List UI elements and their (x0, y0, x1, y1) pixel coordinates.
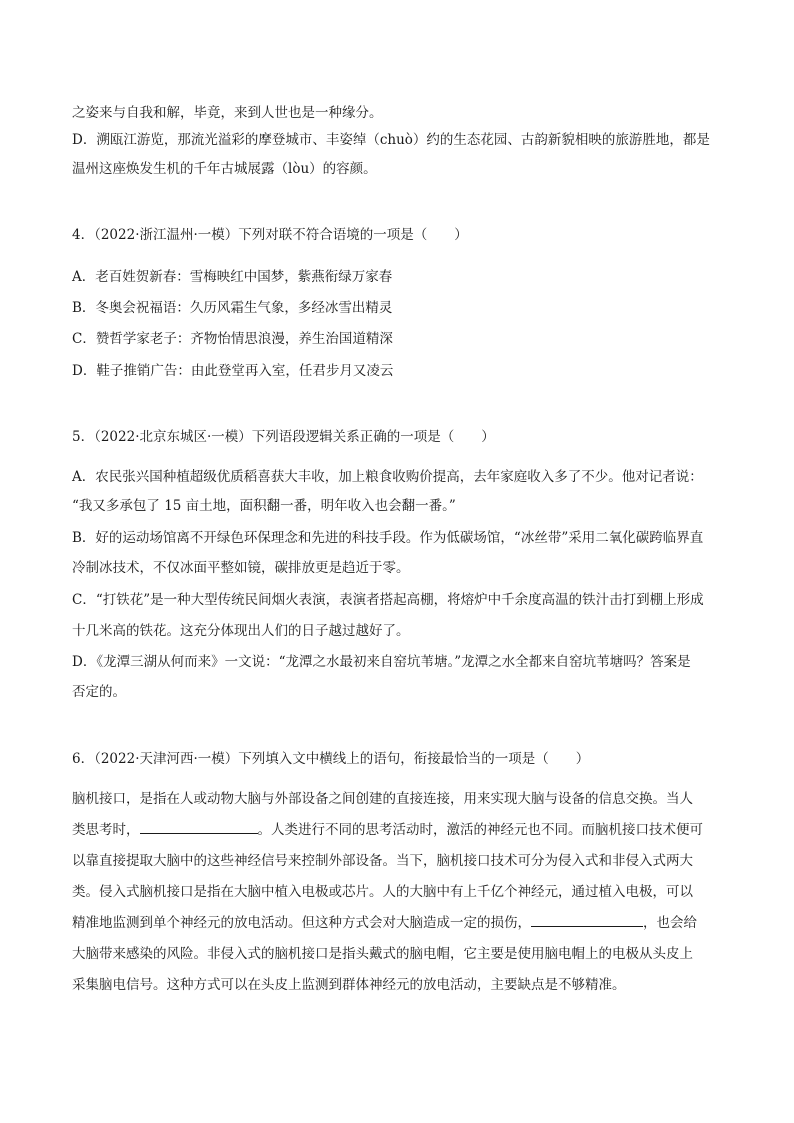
question-6-stem: 6．（2022·天津河西·一模）下列填入文中横线上的语句，衔接最恰当的一项是（ ） (72, 751, 590, 767)
question-6-passage-line3: 以靠直接提取大脑中的这些神经信号来控制外部设备。当下，脑机接口技术可分为侵入式和非侵入式两大 (72, 853, 693, 869)
question-5-option-d-line2: 否定的。 (72, 684, 126, 700)
prev-option-c-tail: 之姿来与自我和解，毕竟，来到人世也是一种缘分。 (72, 105, 383, 121)
question-6-passage-line4: 类。侵入式脑机接口是指在大脑中植入电极或芯片。人的大脑中有上千亿个神经元，通过植入电极，可以 (72, 884, 693, 900)
prev-option-d-line1: D．溯瓯江游览，那流光溢彩的摩登城市、丰姿绰（chuò）约的生态花园、古韵新貌相映的旅游胜地，都是 (72, 132, 710, 148)
question-5-option-c-line1: C．“打铁花”是一种大型传统民间烟火表演，表演者搭起高棚，将熔炉中千余度高温的铁汁击打到棚上形成 (72, 592, 704, 608)
prev-option-d-line2: 温州这座焕发生机的千年古城展露（lòu）的容颜。 (72, 161, 377, 177)
question-6-passage-line5 (72, 914, 697, 932)
question-4-option-d: D．鞋子推销广告：由此登堂再入室，任君步月又凌云 (72, 363, 394, 379)
question-4-option-c: C．赞哲学家老子：齐物怡情思浪漫，养生治国道精深 (72, 331, 393, 347)
question-4-option-a: A．老百姓贺新春：雪梅映红中国梦，紫燕衔绿万家春 (72, 269, 393, 285)
passage-text: 类思考时， (72, 822, 140, 838)
question-4-option-b: B．冬奥会祝福语：久历风霜生气象，多经冰雪出精灵 (72, 300, 393, 316)
question-6-passage-line1: 脑机接口，是指在人或动物大脑与外部设备之间创建的直接连接，用来实现大脑与设备的信息交换。当人 (72, 791, 693, 807)
question-5-option-a-line1: A．农民张兴国种植超级优质稻喜获大丰收，加上粮食收购价提高，去年家庭收入多了不少。他对记者说： (72, 469, 703, 485)
question-5-stem: 5．（2022·北京东城区·一模）下列语段逻辑关系正确的一项是（ ） (72, 429, 495, 445)
question-5-option-a-line2: “我又多承包了 15 亩土地，面积翻一番，明年收入也会翻一番。” (72, 498, 456, 514)
question-6-passage-line6: 大脑带来感染的风险。非侵入式的脑机接口是指头戴式的脑电帽，它主要是使用脑电帽上的电极从头皮上 (72, 946, 693, 962)
question-5-option-c-line2: 十几米高的铁花。这充分体现出人们的日子越过越好了。 (72, 623, 410, 639)
question-5-option-b-line2: 冷制冰技术，不仅冰面平整如镜，碳排放更是趋近于零。 (72, 560, 410, 576)
question-6-passage-line2 (72, 821, 703, 839)
question-4-stem: 4．（2022·浙江温州·一模）下列对联不符合语境的一项是（ ） (72, 227, 468, 243)
passage-text: 精准地监测到单个神经元的放电活动。但这种方式会对大脑造成一定的损伤， (72, 915, 531, 931)
answer-blank-1[interactable] (140, 821, 258, 834)
passage-text: ，也会给 (643, 915, 697, 931)
passage-text: 。人类进行不同的思考活动时，激活的神经元也不同。而脑机接口技术便可 (257, 822, 703, 838)
answer-blank-2[interactable] (531, 914, 643, 927)
question-6-passage-line7: 采集脑电信号。这种方式可以在头皮上监测到群体神经元的放电活动，主要缺点是不够精准。 (72, 977, 626, 993)
question-5-option-d-line1: D．《龙潭三湖从何而来》一文说：“龙潭之水最初来自窑坑苇塘。”龙潭之水全都来自窑坑苇塘吗？答案是 (72, 654, 691, 670)
question-5-option-b-line1: B．好的运动场馆离不开绿色环保理念和先进的科技手段。作为低碳场馆，“冰丝带”采用二氧化碳跨临界直 (72, 530, 704, 546)
